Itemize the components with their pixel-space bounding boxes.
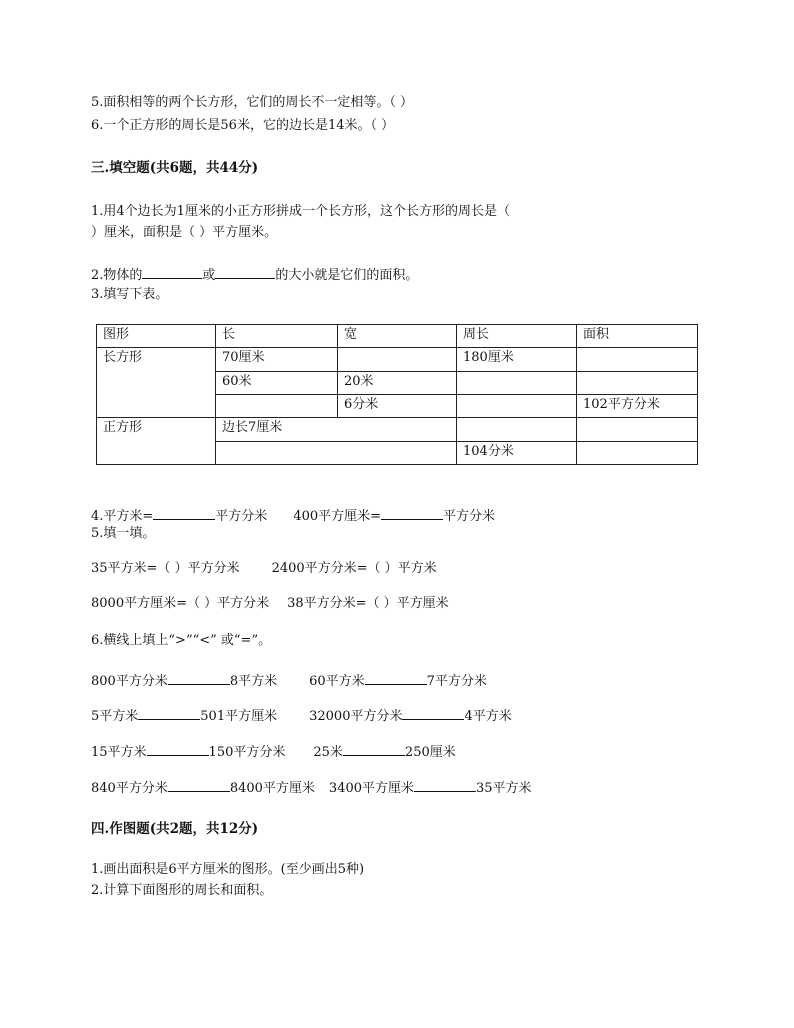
- answer-blank[interactable]: [381, 506, 443, 520]
- table-cell: 102平方分米: [577, 394, 698, 417]
- fill-q5-item: 38平方分米=（ ）平方厘米: [287, 596, 449, 611]
- table-header: 宽: [338, 325, 457, 348]
- compare-left: 15平方米: [91, 745, 147, 760]
- answer-blank[interactable]: [168, 778, 230, 792]
- table-row: [97, 418, 698, 441]
- answer-blank[interactable]: [343, 742, 405, 756]
- answer-blank[interactable]: [414, 778, 476, 792]
- table-cell[interactable]: [577, 348, 698, 371]
- answer-blank[interactable]: [168, 671, 230, 685]
- table-row: [97, 348, 698, 371]
- compare-row: [91, 671, 487, 690]
- table-cell: 20米: [338, 371, 457, 394]
- compare-left: 25米: [313, 745, 343, 760]
- compare-right: 501平方厘米: [200, 709, 278, 724]
- fill-q5-item: 35平方米=（ ）平方分米: [91, 561, 240, 576]
- compare-left: 5平方米: [91, 709, 139, 724]
- table-cell: 边长7厘米: [216, 418, 457, 441]
- table-cell[interactable]: [338, 348, 457, 371]
- table-row-label: 正方形: [97, 418, 216, 465]
- fill-q4-text-c: 400平方厘米=: [293, 509, 382, 524]
- answer-blank[interactable]: [147, 742, 209, 756]
- answer-blank[interactable]: [365, 671, 427, 685]
- table-cell: 70厘米: [216, 348, 338, 371]
- table-cell[interactable]: [216, 441, 457, 464]
- answer-blank[interactable]: [138, 706, 200, 720]
- fill-q2-text-c: 的大小就是它们的面积。: [275, 268, 419, 283]
- draw-q1: 1.画出面积是6平方厘米的图形。(至少画出5种): [91, 862, 365, 877]
- compare-left: 3400平方厘米: [328, 781, 415, 796]
- compare-right: 150平方分米: [208, 745, 286, 760]
- fill-q4: [91, 506, 495, 525]
- fill-q2: [91, 265, 418, 284]
- table-header: 长: [216, 325, 338, 348]
- compare-left: 800平方分米: [91, 674, 168, 689]
- table-cell: 104分米: [457, 441, 577, 464]
- table-cell[interactable]: [577, 441, 698, 464]
- fill-q5-item: 8000平方厘米=（ ）平方分米: [91, 596, 270, 611]
- fill-q4-text-b: 平方分米: [215, 509, 268, 524]
- fill-q1-line2: ）厘米，面积是（ ）平方厘米。: [91, 225, 278, 240]
- table-cell: 6分米: [338, 394, 457, 417]
- table-cell[interactable]: [457, 394, 577, 417]
- table-cell[interactable]: [577, 418, 698, 441]
- compare-right: 35平方米: [476, 781, 532, 796]
- table-cell: 180厘米: [457, 348, 577, 371]
- table-cell[interactable]: [457, 418, 577, 441]
- fill-q5-row2: [91, 596, 449, 612]
- compare-right: 4平方米: [464, 709, 512, 724]
- compare-right: 250厘米: [404, 745, 456, 760]
- compare-left: 840平方分米: [91, 781, 168, 796]
- table-row-label: 长方形: [97, 348, 216, 418]
- table-cell: 60米: [216, 371, 338, 394]
- fill-q3: 3.填写下表。: [91, 287, 169, 302]
- compare-right: 7平方分米: [426, 674, 487, 689]
- fill-table: [96, 324, 698, 465]
- fill-q5-row1: [91, 561, 437, 577]
- compare-right: 8平方米: [229, 674, 278, 689]
- table-header: 面积: [577, 325, 698, 348]
- section-3-title: 三.填空题(共6题，共44分): [91, 160, 259, 176]
- answer-blank[interactable]: [402, 706, 464, 720]
- table-header-row: [97, 325, 698, 348]
- compare-row: [91, 742, 456, 761]
- compare-row: [91, 706, 512, 725]
- answer-blank[interactable]: [153, 506, 215, 520]
- compare-left: 60平方米: [309, 674, 365, 689]
- judge-question-5: 5.面积相等的两个长方形，它们的周长不一定相等。（ ）: [91, 95, 414, 110]
- fill-q2-text-b: 或: [202, 268, 216, 283]
- table-cell[interactable]: [457, 371, 577, 394]
- fill-q1-line1: 1.用4个边长为1厘米的小正方形拼成一个长方形，这个长方形的周长是（: [91, 204, 510, 219]
- compare-right: 8400平方厘米: [229, 781, 315, 796]
- table-header: 周长: [457, 325, 577, 348]
- answer-blank[interactable]: [142, 265, 202, 279]
- fill-q4-text-d: 平方分米: [443, 509, 496, 524]
- fill-q4-text-a: 4.平方米=: [91, 509, 154, 524]
- compare-left: 32000平方分米: [309, 709, 403, 724]
- compare-row: [91, 778, 532, 797]
- table-header: 图形: [97, 325, 216, 348]
- fill-q2-text-a: 2.物体的: [91, 268, 143, 283]
- fill-q5-item: 2400平方分米=（ ）平方米: [271, 561, 437, 576]
- answer-blank[interactable]: [215, 265, 275, 279]
- table-cell[interactable]: [577, 371, 698, 394]
- judge-question-6: 6.一个正方形的周长是56米，它的边长是14米。（ ）: [91, 118, 395, 133]
- fill-q6: 6.横线上填上“>”“<” 或“=”。: [91, 633, 272, 648]
- section-4-title: 四.作图题(共2题，共12分): [91, 821, 259, 837]
- table-cell[interactable]: [216, 394, 338, 417]
- fill-q5: 5.填一填。: [91, 526, 156, 541]
- draw-q2: 2.计算下面图形的周长和面积。: [91, 883, 273, 898]
